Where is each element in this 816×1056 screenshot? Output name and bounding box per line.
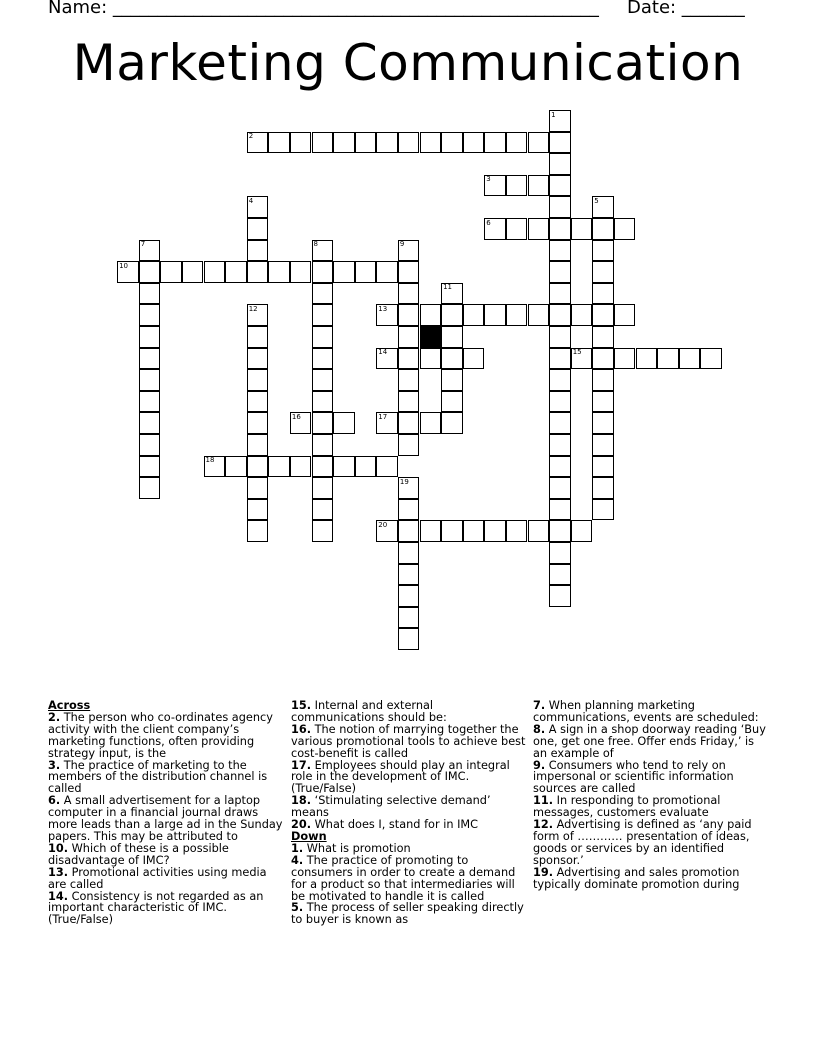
- grid-cell[interactable]: [441, 369, 463, 391]
- grid-cell[interactable]: [441, 326, 463, 348]
- grid-cell[interactable]: [592, 261, 614, 283]
- grid-cell[interactable]: [463, 520, 485, 542]
- clue-down-9: 9. Consumers who tend to rely on impersonal or scientific information sources are called: [533, 758, 734, 796]
- grid-cell[interactable]: [268, 456, 290, 478]
- grid-cell[interactable]: [268, 261, 290, 283]
- grid-clue-number: 9: [399, 240, 405, 249]
- grid-cell[interactable]: [592, 240, 614, 262]
- grid-cell[interactable]: [592, 456, 614, 478]
- grid-cell[interactable]: [247, 369, 269, 391]
- grid-clue-number: 4: [248, 196, 254, 205]
- grid-cell[interactable]: [268, 132, 290, 154]
- grid-cell[interactable]: [225, 261, 247, 283]
- grid-cell[interactable]: [312, 520, 334, 542]
- clues-column-2: [291, 700, 526, 926]
- grid-cell[interactable]: [247, 240, 269, 262]
- grid-cell[interactable]: [312, 132, 334, 154]
- grid-clue-number: 16: [291, 412, 301, 421]
- grid-cell[interactable]: [549, 283, 571, 305]
- grid-cell[interactable]: [420, 132, 442, 154]
- clue-across-14: 14. Consistency is not regarded as an important characteristic of IMC. (True/False): [48, 889, 264, 927]
- grid-cell[interactable]: [700, 348, 722, 370]
- grid-clue-number: 20: [378, 520, 388, 529]
- grid-cell[interactable]: [441, 132, 463, 154]
- grid-cell[interactable]: [463, 132, 485, 154]
- grid-cell[interactable]: [333, 412, 355, 434]
- grid-cell[interactable]: [398, 391, 420, 413]
- clue-across-10: 10. Which of these is a possible disadvantage of IMC?: [48, 841, 229, 867]
- grid-cell[interactable]: [549, 542, 571, 564]
- grid-cell[interactable]: [312, 477, 334, 499]
- grid-cell[interactable]: [139, 261, 161, 283]
- grid-clue-number: 12: [248, 304, 258, 313]
- grid-clue-number: 13: [378, 304, 388, 313]
- grid-cell[interactable]: [290, 456, 312, 478]
- grid-cell[interactable]: [592, 369, 614, 391]
- grid-cell[interactable]: [420, 348, 442, 370]
- grid-cell[interactable]: [592, 326, 614, 348]
- grid-cell[interactable]: [592, 412, 614, 434]
- grid-cell[interactable]: [463, 304, 485, 326]
- grid-cell[interactable]: [312, 369, 334, 391]
- grid-cell[interactable]: [592, 499, 614, 521]
- page-title: Marketing Communication: [72, 34, 744, 92]
- grid-cell[interactable]: [376, 456, 398, 478]
- clue-down-19: 19. Advertising and sales promotion typically dominate promotion during: [533, 865, 740, 891]
- grid-cell[interactable]: [204, 261, 226, 283]
- grid-cell[interactable]: [549, 240, 571, 262]
- grid-cell[interactable]: [549, 196, 571, 218]
- grid-cell[interactable]: [636, 348, 658, 370]
- grid-cell[interactable]: [484, 132, 506, 154]
- grid-cell[interactable]: [139, 434, 161, 456]
- grid-cell[interactable]: [549, 261, 571, 283]
- grid-cell[interactable]: [614, 348, 636, 370]
- grid-cell[interactable]: [592, 283, 614, 305]
- grid-cell[interactable]: [549, 564, 571, 586]
- grid-cell[interactable]: [549, 348, 571, 370]
- grid-clue-number: 5: [594, 196, 599, 205]
- grid-cell[interactable]: [398, 412, 420, 434]
- clue-down-8: 8. A sign in a shop doorway reading ‘Buy one, get one free. Offer ends Friday,’ is an example of: [533, 722, 766, 760]
- clue-across-16: 16. The notion of marrying together the various promotional tools to achieve best cost-benefit is called: [291, 722, 526, 760]
- grid-cell[interactable]: [549, 218, 571, 240]
- grid-cell[interactable]: [247, 520, 269, 542]
- grid-cell[interactable]: [441, 412, 463, 434]
- grid-cell[interactable]: [355, 132, 377, 154]
- grid-cell[interactable]: [398, 304, 420, 326]
- grid-cell[interactable]: [139, 369, 161, 391]
- down-heading: Down: [291, 829, 327, 843]
- clue-across-20: 20. What does I, stand for in IMC: [291, 818, 479, 832]
- grid-block-cell: [420, 326, 442, 348]
- grid-clue-number: 1: [551, 110, 556, 119]
- grid-cell[interactable]: [225, 456, 247, 478]
- grid-cell[interactable]: [441, 391, 463, 413]
- grid-clue-number: 18: [205, 456, 215, 465]
- grid-cell[interactable]: [398, 261, 420, 283]
- grid-cell[interactable]: [139, 304, 161, 326]
- grid-cell[interactable]: [549, 412, 571, 434]
- grid-clue-number: 15: [572, 348, 582, 357]
- clue-down-5: 5. The process of seller speaking directly to buyer is known as: [291, 901, 524, 927]
- grid-cell[interactable]: [398, 434, 420, 456]
- clue-across-2: 2. The person who co-ordinates agency activity with the client company’s marketing functions, often providing strategy input, is the: [48, 710, 273, 760]
- grid-cell[interactable]: [398, 369, 420, 391]
- grid-cell[interactable]: [247, 391, 269, 413]
- grid-cell[interactable]: [549, 391, 571, 413]
- clues-column-3: [533, 700, 768, 891]
- grid-cell[interactable]: [420, 520, 442, 542]
- grid-cell[interactable]: [571, 304, 593, 326]
- grid-clue-number: 3: [486, 175, 491, 184]
- grid-cell[interactable]: [592, 348, 614, 370]
- grid-clue-number: 2: [248, 132, 254, 141]
- grid-cell[interactable]: [398, 326, 420, 348]
- grid-cell[interactable]: [312, 326, 334, 348]
- clue-across-13: 13. Promotional activities using media are called: [48, 865, 267, 891]
- grid-cell[interactable]: [247, 261, 269, 283]
- clue-across-18: 18. ‘Stimulating selective demand’ means: [291, 794, 491, 820]
- grid-cell[interactable]: [376, 132, 398, 154]
- grid-cell[interactable]: [312, 283, 334, 305]
- grid-cell[interactable]: [592, 434, 614, 456]
- grid-cell[interactable]: [398, 283, 420, 305]
- grid-clue-number: 19: [399, 477, 409, 486]
- grid-cell[interactable]: [247, 499, 269, 521]
- grid-cell[interactable]: [528, 304, 550, 326]
- grid-cell[interactable]: [441, 348, 463, 370]
- grid-cell[interactable]: [484, 520, 506, 542]
- grid-cell[interactable]: [614, 218, 636, 240]
- grid-cell[interactable]: [247, 477, 269, 499]
- grid-cell[interactable]: [333, 456, 355, 478]
- grid-cell[interactable]: [592, 304, 614, 326]
- grid-cell[interactable]: [398, 542, 420, 564]
- grid-cell[interactable]: [312, 412, 334, 434]
- grid-cell[interactable]: [312, 391, 334, 413]
- grid-cell[interactable]: [398, 607, 420, 629]
- grid-cell[interactable]: [506, 520, 528, 542]
- grid-cell[interactable]: [139, 283, 161, 305]
- grid-cell[interactable]: [420, 412, 442, 434]
- grid-cell[interactable]: [549, 304, 571, 326]
- grid-cell[interactable]: [312, 434, 334, 456]
- clue-down-4: 4. The practice of promoting to consumers in order to create a demand for a product so that intermediaries will be motivated to handle it is called: [291, 853, 516, 903]
- clue-across-17: 17. Employees should play an integral role in the development of IMC. (True/False): [291, 758, 510, 796]
- grid-cell[interactable]: [571, 520, 593, 542]
- grid-cell[interactable]: [139, 391, 161, 413]
- grid-cell[interactable]: [549, 326, 571, 348]
- grid-cell[interactable]: [398, 132, 420, 154]
- grid-cell[interactable]: [549, 434, 571, 456]
- clue-down-7: 7. When planning marketing communications, events are scheduled:: [533, 699, 759, 724]
- grid-cell[interactable]: [333, 261, 355, 283]
- grid-cell[interactable]: [139, 326, 161, 348]
- grid-cell[interactable]: [247, 218, 269, 240]
- grid-cell[interactable]: [528, 132, 550, 154]
- grid-clue-number: 7: [140, 240, 146, 249]
- grid-cell[interactable]: [592, 391, 614, 413]
- grid-cell[interactable]: [139, 456, 161, 478]
- grid-cell[interactable]: [506, 218, 528, 240]
- grid-cell[interactable]: [247, 412, 269, 434]
- grid-cell[interactable]: [614, 304, 636, 326]
- grid-cell[interactable]: [528, 175, 550, 197]
- grid-cell[interactable]: [247, 456, 269, 478]
- grid-cell[interactable]: [398, 348, 420, 370]
- grid-cell[interactable]: [441, 304, 463, 326]
- clue-across-15: 15. Internal and external communications should be:: [291, 699, 447, 724]
- grid-cell[interactable]: [571, 218, 593, 240]
- grid-cell[interactable]: [139, 348, 161, 370]
- grid-cell[interactable]: [398, 499, 420, 521]
- grid-cell[interactable]: [376, 261, 398, 283]
- grid-cell[interactable]: [420, 304, 442, 326]
- clue-down-1: 1. What is promotion: [291, 841, 411, 855]
- grid-cell[interactable]: [312, 456, 334, 478]
- grid-cell[interactable]: [312, 304, 334, 326]
- grid-cell[interactable]: [333, 132, 355, 154]
- grid-cell[interactable]: [312, 348, 334, 370]
- grid-cell[interactable]: [247, 326, 269, 348]
- across-heading: Across: [48, 699, 91, 712]
- grid-clue-number: 10: [119, 261, 129, 270]
- grid-cell[interactable]: [398, 628, 420, 650]
- grid-cell[interactable]: [592, 218, 614, 240]
- grid-cell[interactable]: [290, 132, 312, 154]
- grid-cell[interactable]: [139, 477, 161, 499]
- grid-clue-number: 8: [313, 240, 318, 249]
- grid-cell[interactable]: [463, 348, 485, 370]
- grid-cell[interactable]: [679, 348, 701, 370]
- grid-cell[interactable]: [441, 520, 463, 542]
- grid-cell[interactable]: [549, 175, 571, 197]
- clues-column-1: [48, 700, 283, 926]
- grid-cell[interactable]: [139, 412, 161, 434]
- grid-cell[interactable]: [355, 456, 377, 478]
- grid-cell[interactable]: [398, 520, 420, 542]
- grid-cell[interactable]: [506, 304, 528, 326]
- grid-cell[interactable]: [247, 348, 269, 370]
- grid-clue-number: 17: [378, 412, 388, 421]
- grid-cell[interactable]: [549, 585, 571, 607]
- grid-cell[interactable]: [549, 477, 571, 499]
- grid-cell[interactable]: [549, 499, 571, 521]
- grid-cell[interactable]: [549, 132, 571, 154]
- grid-clue-number: 11: [443, 283, 453, 292]
- grid-cell[interactable]: [355, 261, 377, 283]
- grid-cell[interactable]: [398, 564, 420, 586]
- grid-cell[interactable]: [312, 499, 334, 521]
- grid-clue-number: 6: [486, 218, 491, 227]
- grid-cell[interactable]: [528, 218, 550, 240]
- grid-cell[interactable]: [592, 477, 614, 499]
- clue-down-12: 12. Advertising is defined as ‘any paid form of ………… presentation of ideas, goods or services by an identified sponsor.’: [533, 818, 752, 867]
- grid-cell[interactable]: [398, 585, 420, 607]
- grid-cell[interactable]: [657, 348, 679, 370]
- name-field[interactable]: Name: ______________________________________________________: [48, 0, 599, 18]
- grid-cell[interactable]: [160, 261, 182, 283]
- grid-cell[interactable]: [182, 261, 204, 283]
- grid-cell[interactable]: [506, 132, 528, 154]
- grid-cell[interactable]: [312, 261, 334, 283]
- grid-cell[interactable]: [247, 434, 269, 456]
- clue-down-11: 11. In responding to promotional messages, customers evaluate: [533, 794, 721, 820]
- grid-cell[interactable]: [549, 520, 571, 542]
- grid-cell[interactable]: [549, 456, 571, 478]
- grid-cell[interactable]: [484, 304, 506, 326]
- date-field[interactable]: Date: _______: [627, 0, 745, 18]
- grid-cell[interactable]: [506, 175, 528, 197]
- grid-clue-number: 14: [378, 348, 388, 357]
- grid-cell[interactable]: [549, 153, 571, 175]
- grid-cell[interactable]: [528, 520, 550, 542]
- grid-cell[interactable]: [290, 261, 312, 283]
- clue-across-3: 3. The practice of marketing to the members of the distribution channel is called: [48, 758, 268, 796]
- clue-across-6: 6. A small advertisement for a laptop computer in a financial journal draws more leads than a large ad in the Sunday papers. This may be attributed to: [48, 794, 283, 843]
- grid-cell[interactable]: [549, 369, 571, 391]
